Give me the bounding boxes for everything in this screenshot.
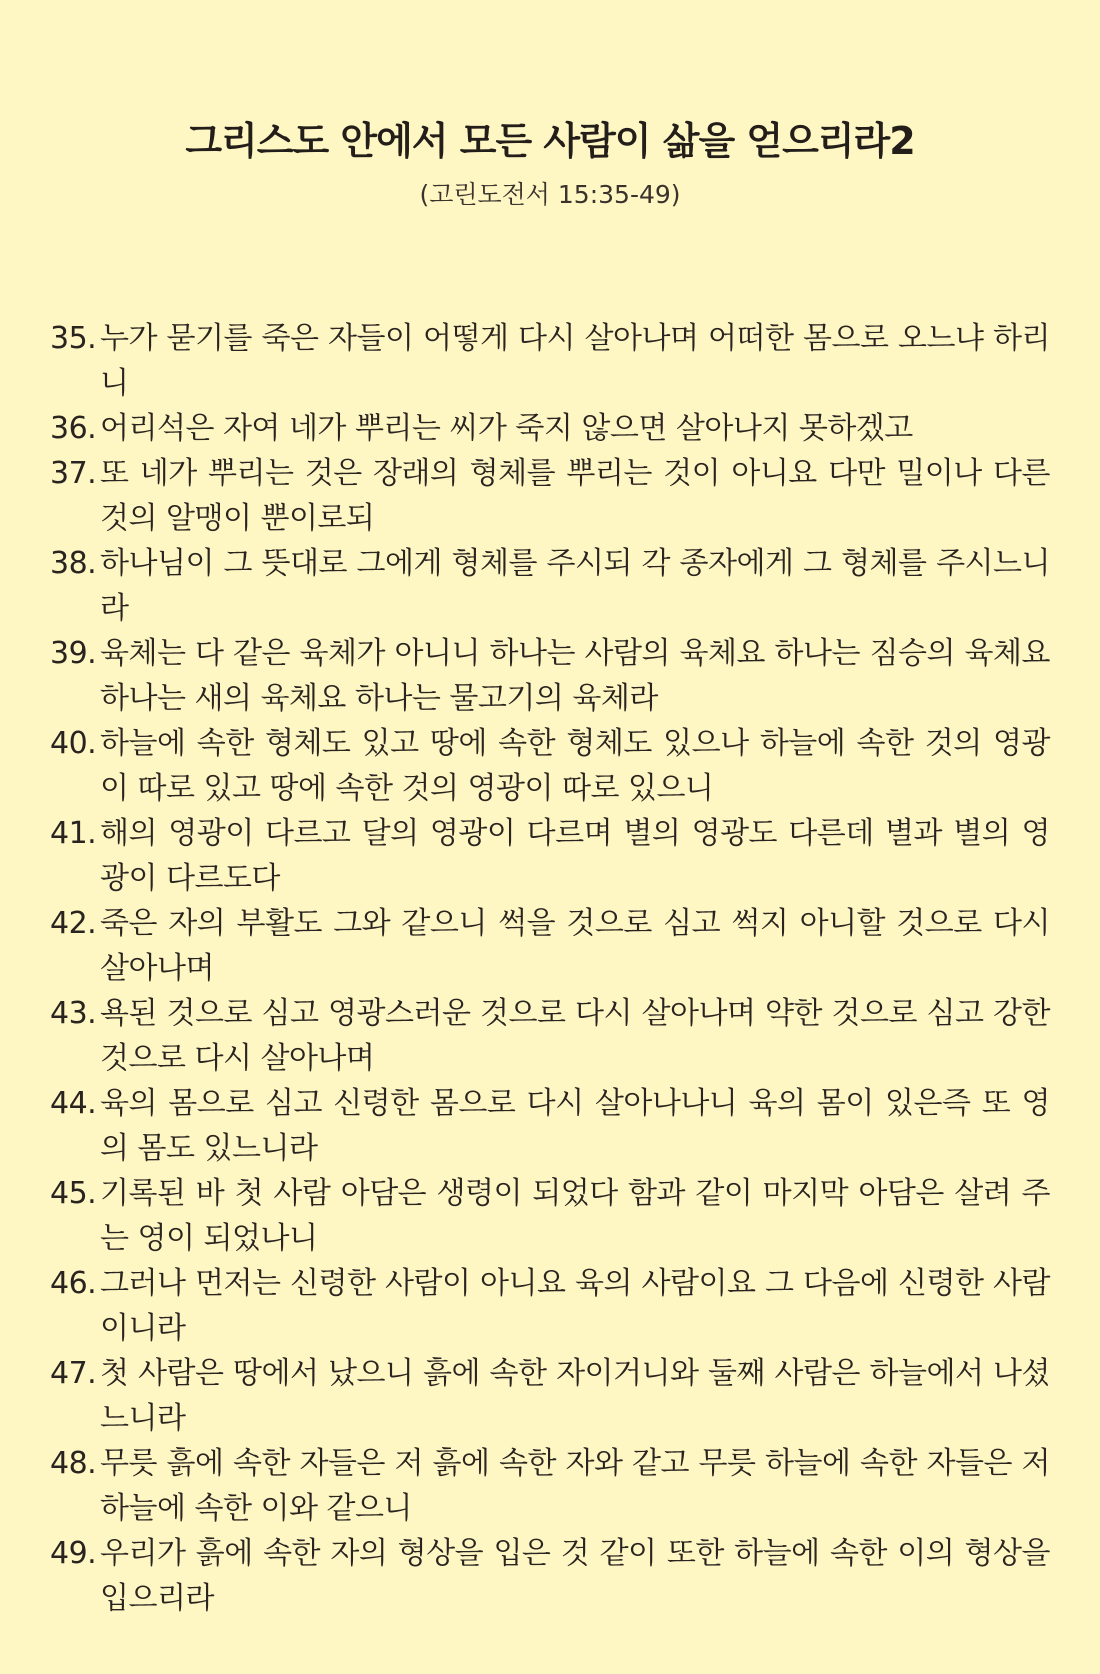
verse-item xyxy=(50,721,1050,811)
verse-text: 첫 사람은 땅에서 났으니 흙에 속한 자이거니와 둘째 사람은 하늘에서 나셨느니라 xyxy=(100,1356,1050,1436)
verse-text: 우리가 흙에 속한 자의 형상을 입은 것 같이 또한 하늘에 속한 이의 형상을 입으리라 xyxy=(100,1536,1050,1616)
verse-item xyxy=(50,1351,1050,1441)
verse-number: 49. xyxy=(50,1536,97,1571)
verse-number: 41. xyxy=(50,816,97,851)
verse-item xyxy=(50,316,1050,406)
verse-number: 44. xyxy=(50,1086,97,1121)
verse-item xyxy=(50,901,1050,991)
verse-number: 38. xyxy=(50,546,97,581)
page-title: 그리스도 안에서 모든 사람이 삶을 얻으리라2 xyxy=(185,119,915,163)
verse-text: 육의 몸으로 심고 신령한 몸으로 다시 살아나나니 육의 몸이 있은즉 또 영의 몸도 있느니라 xyxy=(100,1086,1050,1166)
verse-number: 47. xyxy=(50,1356,97,1391)
scripture-reference: (고린도전서 15:35-49) xyxy=(419,180,681,209)
verse-text: 또 네가 뿌리는 것은 장래의 형체를 뿌리는 것이 아니요 다만 밀이나 다른 것의 알맹이 뿐이로되 xyxy=(100,456,1050,536)
verse-number: 45. xyxy=(50,1176,97,1211)
verse-text: 욕된 것으로 심고 영광스러운 것으로 다시 살아나며 약한 것으로 심고 강한 것으로 다시 살아나며 xyxy=(100,996,1050,1076)
verse-number: 37. xyxy=(50,456,97,491)
verse-item xyxy=(50,1531,1050,1621)
verse-item xyxy=(50,406,1050,451)
verse-number: 48. xyxy=(50,1446,97,1481)
verse-text: 육체는 다 같은 육체가 아니니 하나는 사람의 육체요 하나는 짐승의 육체요 하나는 새의 육체요 하나는 물고기의 육체라 xyxy=(100,636,1050,716)
verse-text: 하늘에 속한 형체도 있고 땅에 속한 형체도 있으나 하늘에 속한 것의 영광이 따로 있고 땅에 속한 것의 영광이 따로 있으니 xyxy=(100,726,1050,806)
verse-number: 36. xyxy=(50,411,97,446)
verse-text: 죽은 자의 부활도 그와 같으니 썩을 것으로 심고 썩지 아니할 것으로 다시 살아나며 xyxy=(100,906,1050,986)
verse-number: 35. xyxy=(50,321,97,356)
verse-text: 하나님이 그 뜻대로 그에게 형체를 주시되 각 종자에게 그 형체를 주시느니라 xyxy=(100,546,1050,626)
verse-text: 그러나 먼저는 신령한 사람이 아니요 육의 사람이요 그 다음에 신령한 사람이니라 xyxy=(100,1266,1050,1346)
verse-text: 해의 영광이 다르고 달의 영광이 다르며 별의 영광도 다른데 별과 별의 영광이 다르도다 xyxy=(100,816,1050,896)
verse-item xyxy=(50,451,1050,541)
verse-item xyxy=(50,631,1050,721)
verse-text: 기록된 바 첫 사람 아담은 생령이 되었다 함과 같이 마지막 아담은 살려 주는 영이 되었나니 xyxy=(100,1176,1050,1256)
verse-text: 무릇 흙에 속한 자들은 저 흙에 속한 자와 같고 무릇 하늘에 속한 자들은 저 하늘에 속한 이와 같으니 xyxy=(100,1446,1050,1526)
verse-item xyxy=(50,811,1050,901)
verse-number: 46. xyxy=(50,1266,97,1301)
verse-item xyxy=(50,991,1050,1081)
verse-item xyxy=(50,1171,1050,1261)
verse-item xyxy=(50,1081,1050,1171)
verse-number: 40. xyxy=(50,726,97,761)
verse-text: 어리석은 자여 네가 뿌리는 씨가 죽지 않으면 살아나지 못하겠고 xyxy=(100,411,913,446)
verse-item xyxy=(50,541,1050,631)
verse-item xyxy=(50,1441,1050,1531)
verse-number: 42. xyxy=(50,906,97,941)
verse-number: 39. xyxy=(50,636,97,671)
verse-list xyxy=(50,316,1050,1621)
verse-item xyxy=(50,1261,1050,1351)
verse-text: 누가 묻기를 죽은 자들이 어떻게 다시 살아나며 어떠한 몸으로 오느냐 하리니 xyxy=(100,321,1050,401)
verse-number: 43. xyxy=(50,996,97,1031)
